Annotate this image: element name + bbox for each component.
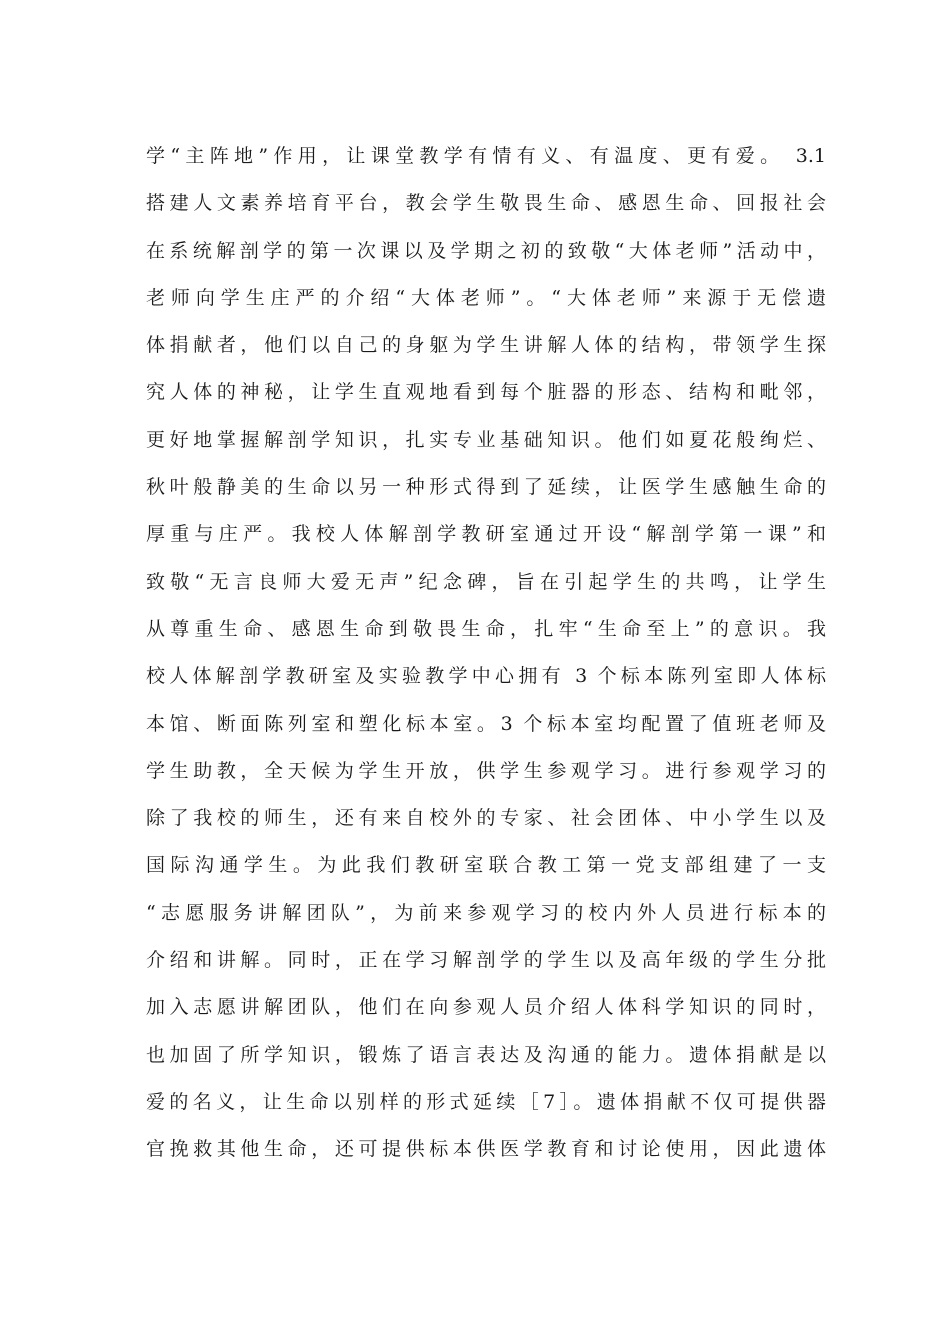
text-line: 从尊重生命、感恩生命到敬畏生命，扎牢“生命至上”的意识。我 <box>146 617 826 640</box>
text-line: 校人体解剖学教研室及实验教学中心拥有 3 个标本陈列室即人体标 <box>146 665 826 688</box>
text-line: 更好地掌握解剖学知识，扎实专业基础知识。他们如夏花般绚烂、 <box>146 428 826 451</box>
text-line: 官挽救其他生命，还可提供标本供医学教育和讨论使用，因此遗体 <box>146 1138 826 1161</box>
body-text <box>146 133 826 1174</box>
text-line: 爱的名义，让生命以别样的形式延续［7］。遗体捐献不仅可提供器 <box>146 1090 826 1113</box>
text-line: 学生助教，全天候为学生开放，供学生参观学习。进行参观学习的 <box>146 759 826 782</box>
text-line: 厚重与庄严。我校人体解剖学教研室通过开设“解剖学第一课”和 <box>146 523 826 546</box>
text-line: 在系统解剖学的第一次课以及学期之初的致敬“大体老师”活动中， <box>146 239 826 262</box>
text-line: 国际沟通学生。为此我们教研室联合教工第一党支部组建了一支 <box>146 854 826 877</box>
text-line: 也加固了所学知识，锻炼了语言表达及沟通的能力。遗体捐献是以 <box>146 1043 826 1066</box>
text-line: 老师向学生庄严的介绍“大体老师”。“大体老师”来源于无偿遗 <box>146 286 826 309</box>
text-line: 除了我校的师生，还有来自校外的专家、社会团体、中小学生以及 <box>146 807 826 830</box>
text-line: 加入志愿讲解团队，他们在向参观人员介绍人体科学知识的同时， <box>146 996 826 1019</box>
text-line: 致敬“无言良师大爱无声”纪念碑，旨在引起学生的共鸣，让学生 <box>146 570 826 593</box>
text-line: 学“主阵地”作用，让课堂教学有情有义、有温度、更有爱。 3.1 <box>146 145 826 167</box>
text-line: 究人体的神秘，让学生直观地看到每个脏器的形态、结构和毗邻， <box>146 381 826 404</box>
text-line: “志愿服务讲解团队”，为前来参观学习的校内外人员进行标本的 <box>146 901 826 924</box>
text-line: 秋叶般静美的生命以另一种形式得到了延续，让医学生感触生命的 <box>146 476 826 499</box>
text-line: 体捐献者，他们以自己的身躯为学生讲解人体的结构，带领学生探 <box>146 334 826 357</box>
text-line: 搭建人文素养培育平台，教会学生敬畏生命、感恩生命、回报社会 <box>146 192 826 215</box>
text-line: 本馆、断面陈列室和塑化标本室。3 个标本室均配置了值班老师及 <box>146 712 826 735</box>
text-line: 介绍和讲解。同时，正在学习解剖学的学生以及高年级的学生分批 <box>146 949 826 972</box>
